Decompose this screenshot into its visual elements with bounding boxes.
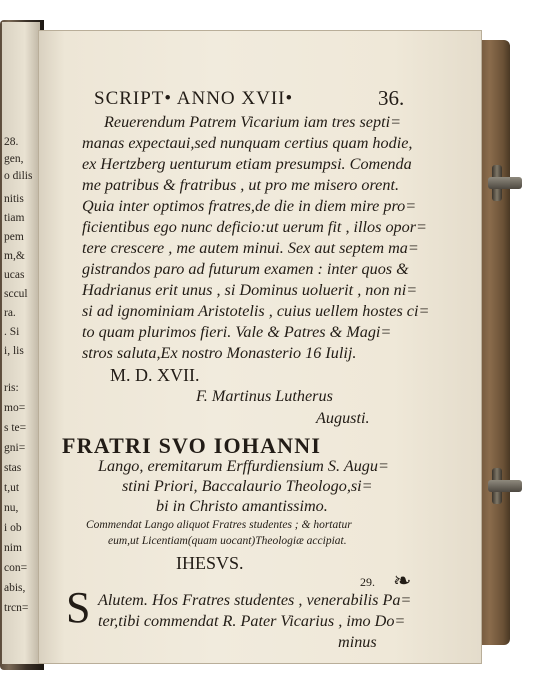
letter-line: si ad ignominiam Aristotelis , cuius uellem hostes ci= <box>82 302 430 320</box>
letter-line: stros saluta,Ex nostro Monasterio 16 Iulij. <box>82 344 357 362</box>
salutation: IHESVS. <box>176 553 244 573</box>
drop-cap: S <box>66 583 91 632</box>
left-fragment: tiam <box>4 212 25 224</box>
left-fragment: 28. <box>4 136 19 148</box>
letter-number: 29. <box>360 575 375 589</box>
letter-line: ficientibus ego nunc deficio:ut uerum fit , illos opor= <box>82 218 427 236</box>
letter-line: manas expectaui,sed nunquam certius quam hodie, <box>82 134 413 152</box>
letter-line: Quia inter optimos fratres,de die in diem mire pro= <box>82 197 417 215</box>
letter-line: Reuerendum Patrem Vicarium iam tres septi= <box>104 113 401 131</box>
left-fragment: pem <box>4 231 24 243</box>
ornament-icon: ❧ <box>393 568 412 593</box>
letter-line: to quam plurimos fieri. Vale & Patres & Magi= <box>82 323 392 341</box>
left-fragment: stas <box>4 462 22 474</box>
left-fragment: i ob <box>4 522 22 534</box>
letter-line: gistrandos paro ad futurum examen : inter quos & <box>82 260 409 278</box>
left-fragment: . Si <box>4 326 20 338</box>
left-fragment: ra. <box>4 307 16 319</box>
letter-title: FRATRI SVO IOHANNI <box>62 433 322 458</box>
left-fragment: gni= <box>4 442 26 454</box>
left-fragment: nu, <box>4 502 19 514</box>
letter-line: tere crescere , me autem minui. Sex aut septem ma= <box>82 239 419 257</box>
lower-clasp <box>488 468 522 506</box>
letter-line: ter,tibi commendat R. Pater Vicarius , imo Do= <box>98 612 406 630</box>
left-fragment: ris: <box>4 382 19 394</box>
signature-place: Augusti. <box>316 409 370 427</box>
page-number: 36. <box>378 86 405 110</box>
letter-line: Hadrianus erit unus , si Dominus uoluerit , non ni= <box>82 281 418 299</box>
summary-line: eum,ut Licentiam(quam uocant)Theologiæ accipiat. <box>108 535 347 547</box>
left-fragment: ucas <box>4 269 25 281</box>
left-fragment: nim <box>4 542 22 554</box>
address-line: Lango, eremitarum Erffurdiensium S. Augu= <box>98 457 389 475</box>
signature: F. Martinus Lutherus <box>196 387 333 405</box>
left-fragment: gen, <box>4 153 24 165</box>
address-line: stini Priori, Baccalaurio Theologo,si= <box>122 477 373 495</box>
letter-line: ex Hertzberg uenturum etiam presumpsi. Comenda <box>82 155 412 173</box>
upper-clasp <box>488 165 522 203</box>
letter-line: minus <box>338 633 377 651</box>
left-fragment: abis, <box>4 582 26 594</box>
letter-date: M. D. XVII. <box>110 365 200 385</box>
left-fragment: con= <box>4 562 28 574</box>
left-page-edge <box>2 22 40 664</box>
left-fragment: t,ut <box>4 482 20 494</box>
left-fragment: nitis <box>4 193 24 205</box>
left-fragment: s te= <box>4 422 27 434</box>
running-title: SCRIPT• ANNO XVII• <box>94 88 294 109</box>
letter-line: me patribus & fratribus , ut pro me misero orent. <box>82 176 400 194</box>
left-fragment: sccul <box>4 288 28 300</box>
left-fragment: i, lis <box>4 345 24 357</box>
left-fragment: trcn= <box>4 602 29 614</box>
address-line: bi in Christo amantissimo. <box>156 497 328 515</box>
left-fragment: o dilis <box>4 170 33 182</box>
letter-line: Alutem. Hos Fratres studentes , venerabilis Pa= <box>98 591 412 609</box>
left-fragment: mo= <box>4 402 26 414</box>
left-fragment: m,& <box>4 250 25 262</box>
summary-line: Commendat Lango aliquot Fratres studentes ; & hortatur <box>86 519 352 531</box>
